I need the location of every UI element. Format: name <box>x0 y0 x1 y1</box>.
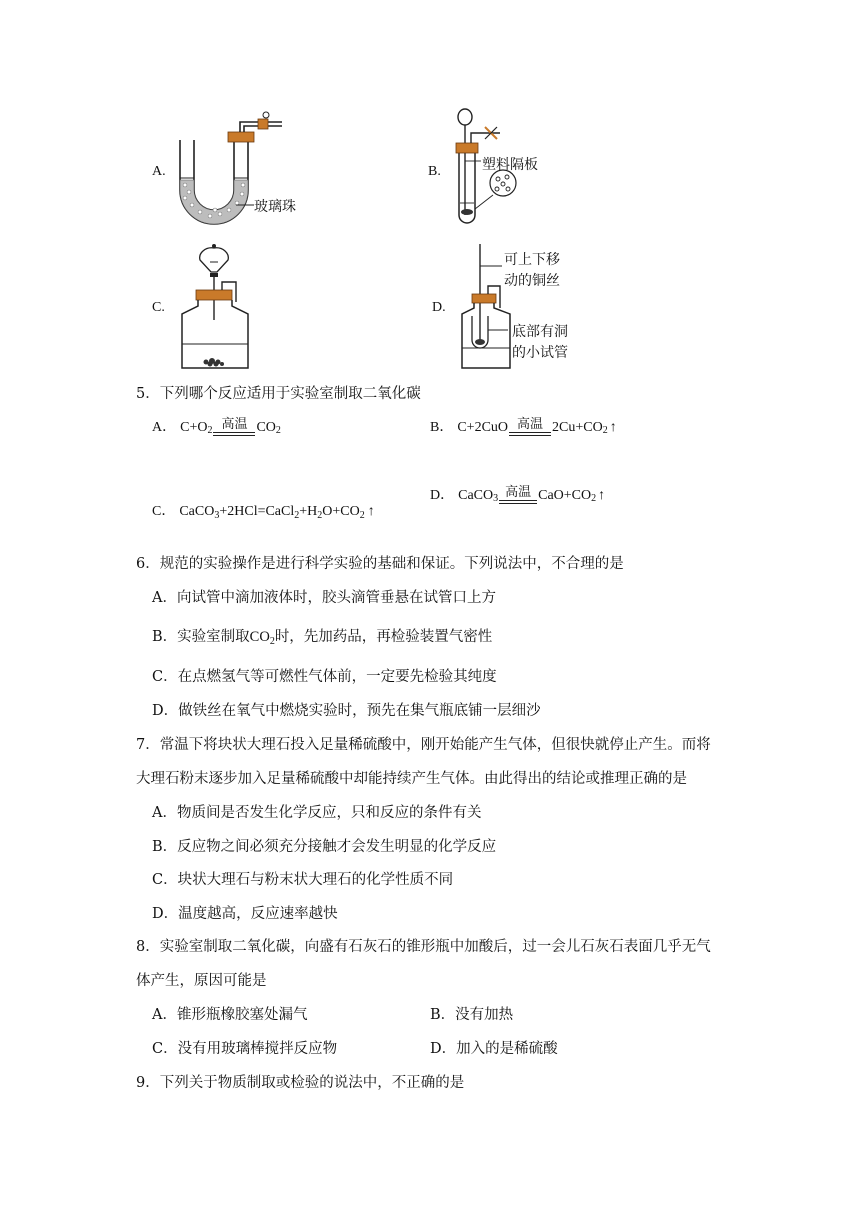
q5-option-a-reactants: C+O <box>180 420 208 435</box>
bottle-with-separatory-funnel-figure <box>170 240 260 375</box>
reaction-condition: 高温 <box>509 417 551 436</box>
question-5-stem: 5．下列哪个反应适用于实验室制取二氧化碳 <box>136 386 421 402</box>
question-7-stem-line1: 7．常温下将块状大理石投入足量稀硫酸中，刚开始能产生气体，但很快就停止产生。而将 <box>136 737 711 753</box>
q7-option-b: B．反应物之间必须充分接触才会发生明显的化学反应 <box>152 839 497 855</box>
question-9-stem: 9．下列关于物质制取或检验的说法中，不正确的是 <box>136 1075 465 1091</box>
q5-option-d-reactants: CaCO <box>458 488 494 503</box>
q5-option-b: B． C+2CuO 高温 2Cu+CO 2 ↑ <box>430 417 617 436</box>
q5-option-d: D． CaCO 3 高温 CaO+CO 2 ↑ <box>430 485 606 504</box>
question-6-stem: 6．规范的实验操作是进行科学实验的基础和保证。下列说法中，不合理的是 <box>136 556 624 572</box>
q8-option-a: A．锥形瓶橡胶塞处漏气 <box>152 1007 308 1023</box>
q5-option-a: A． C+O 2 高温 CO 2 <box>152 417 281 436</box>
gas-arrow-icon: ↑ <box>598 488 606 503</box>
q4-option-d-label: D. <box>432 300 446 315</box>
question-8-stem-line2: 体产生，原因可能是 <box>136 973 267 989</box>
q7-option-d: D．温度越高，反应速率越快 <box>152 906 338 922</box>
q5-option-c <box>152 500 375 521</box>
q8-option-c: C．没有用玻璃棒搅拌反应物 <box>152 1041 338 1057</box>
q8-option-d: D．加入的是稀硫酸 <box>430 1041 558 1057</box>
q6-option-b: B．实验室制取$CO_2$时，先加药品，再检验装置气密性 <box>152 629 493 647</box>
q6-option-d: D．做铁丝在氧气中燃烧实验时，预先在集气瓶底铺一层细沙 <box>152 703 541 719</box>
small-tube-annotation-line1: 底部有洞 <box>512 324 568 340</box>
q5-option-c-letter: C． <box>152 504 176 519</box>
q5-option-b-letter: B． <box>430 420 454 435</box>
q5-option-a-letter: A． <box>152 420 177 435</box>
q4-option-a-label: A. <box>152 164 166 179</box>
q5-option-d-products: CaO+CO <box>538 488 592 503</box>
question-7-stem-line2: 大理石粉末逐步加入足量稀硫酸中却能持续产生气体。由此得出的结论或推理正确的是 <box>136 771 687 787</box>
q5-option-d-letter: D． <box>430 488 455 503</box>
question-8-stem-line1: 8．实验室制取二氧化碳，向盛有石灰石的锥形瓶中加酸后，过一会儿石灰石表面几乎无气 <box>136 939 711 955</box>
q4-option-c-label: C. <box>152 300 165 315</box>
q6-option-c: C．在点燃氢气等可燃性气体前，一定要先检验其纯度 <box>152 669 497 685</box>
reaction-condition: 高温 <box>213 417 255 436</box>
q5-option-a-products: CO <box>256 420 276 435</box>
q7-option-a: A．物质间是否发生化学反应，只和反应的条件有关 <box>152 805 482 821</box>
q6-option-a: A．向试管中滴加液体时，胶头滴管垂悬在试管口上方 <box>152 590 496 606</box>
q5-option-c-equation: $CaCO_3+2HCl=CaCl_2+H_2O+CO_2$ <box>179 504 365 521</box>
glass-beads-annotation: 玻璃珠 <box>254 199 296 215</box>
q5-option-b-reactants: C+2CuO <box>457 420 509 435</box>
q4-option-b-label: B. <box>428 164 441 179</box>
small-tube-annotation-line2: 的小试管 <box>512 345 568 361</box>
copper-wire-annotation-line2: 动的铜丝 <box>504 273 560 289</box>
q7-option-c: C．块状大理石与粉末状大理石的化学性质不同 <box>152 872 454 888</box>
q8-option-b: B．没有加热 <box>430 1007 514 1023</box>
copper-wire-annotation-line1: 可上下移 <box>504 252 560 268</box>
gas-arrow-icon: ↑ <box>609 420 617 435</box>
plastic-plate-annotation: 塑料隔板 <box>482 157 538 173</box>
gas-arrow-icon: ↑ <box>367 504 375 519</box>
q5-option-b-products: 2Cu+CO <box>552 420 603 435</box>
reaction-condition: 高温 <box>499 485 537 504</box>
